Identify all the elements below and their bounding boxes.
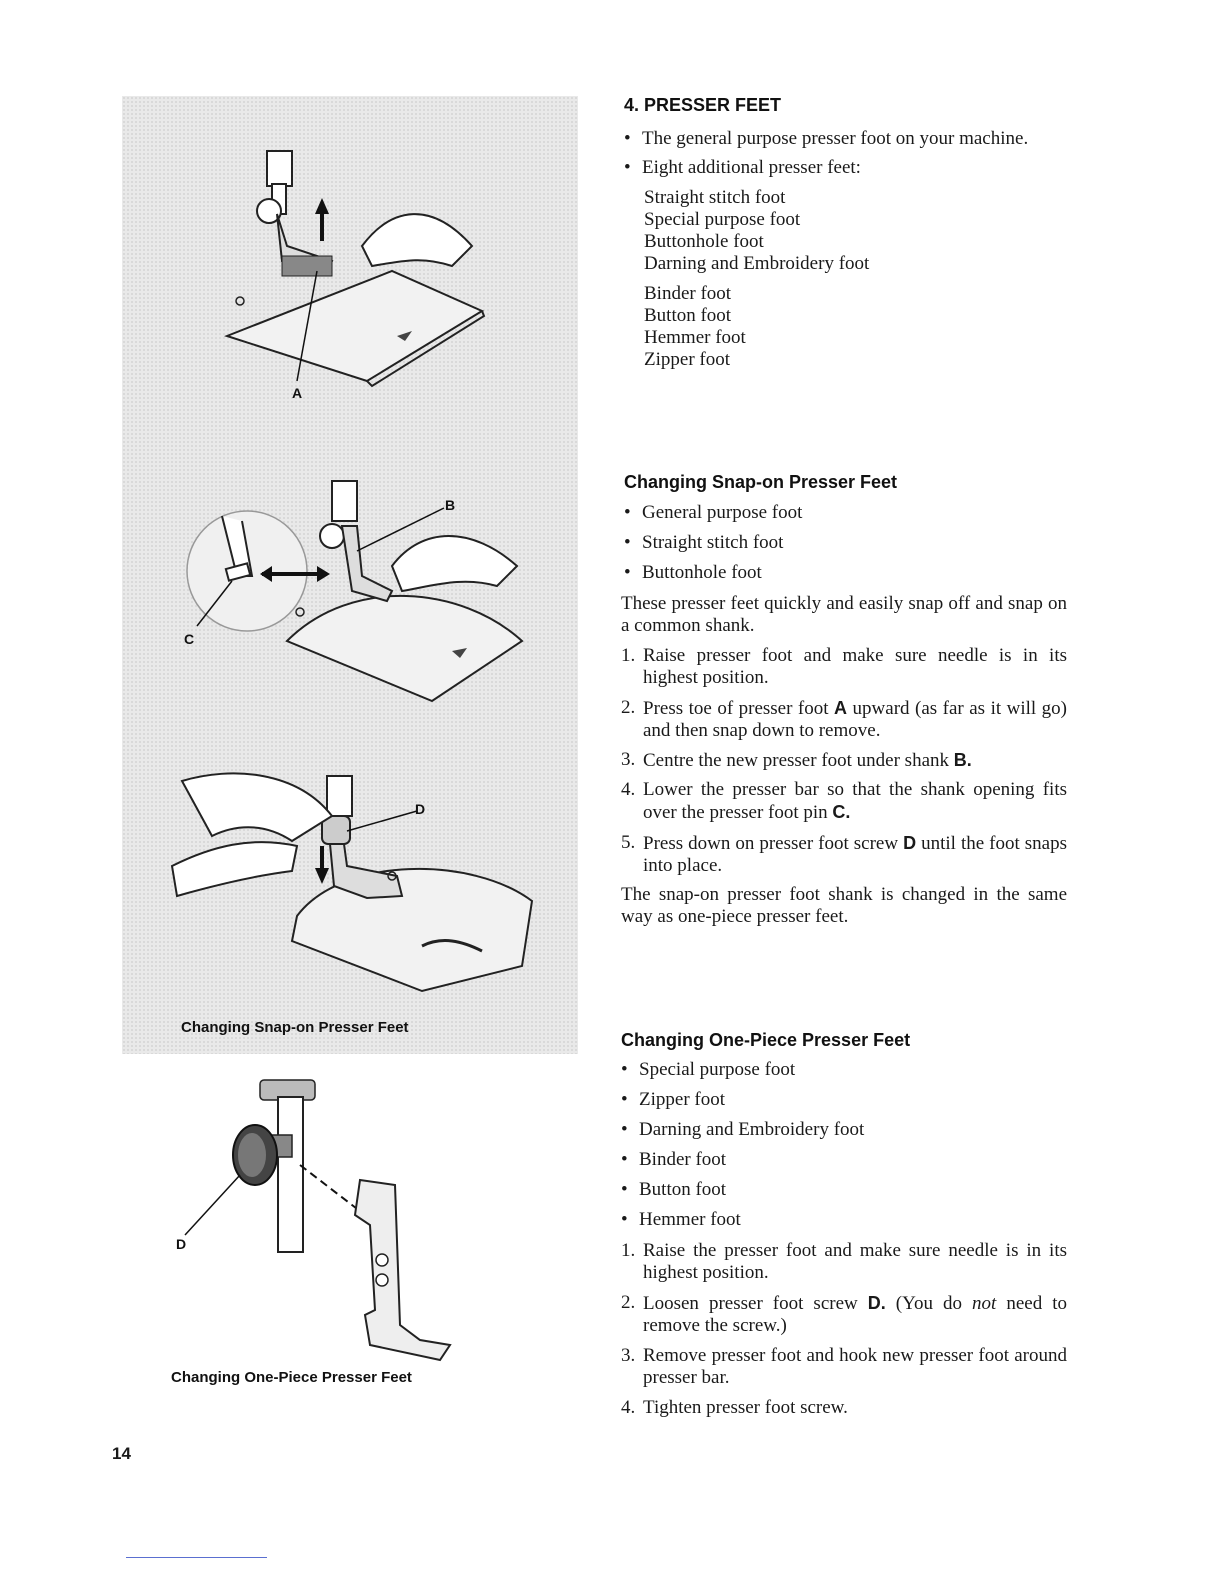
snap-on-closing: The snap-on presser foot shank is changed in the same way as one-piece presser feet. [621, 884, 1067, 927]
foot-list-item: Buttonhole foot [644, 231, 764, 252]
figure-remove-foot [122, 96, 578, 426]
one-piece-figure-caption: Changing One-Piece Presser Feet [171, 1369, 412, 1386]
label-a: A [292, 385, 303, 401]
snap-on-step: 1. Raise presser foot and make sure needle is in its highest position. [621, 645, 1067, 688]
foot-list-item: Straight stitch foot [644, 187, 786, 208]
snap-on-heading: Changing Snap-on Presser Feet [624, 472, 898, 492]
foot-list-item: Binder foot [644, 283, 732, 304]
label-d: D [415, 801, 426, 817]
snap-on-bullet: • General purpose foot [624, 502, 803, 523]
foot-list-item: Special purpose foot [644, 209, 801, 230]
foot-list-item: Zipper foot [644, 349, 731, 370]
foot-list-item: Darning and Embroidery foot [644, 253, 870, 274]
one-piece-bullet: • Zipper foot [621, 1089, 726, 1110]
one-piece-step: 4. Tighten presser foot screw. [621, 1397, 848, 1418]
snap-on-figure-caption: Changing Snap-on Presser Feet [181, 1019, 409, 1036]
one-piece-bullet: • Hemmer foot [621, 1209, 741, 1230]
label-d2: D [176, 1236, 187, 1252]
section-bullet: • Eight additional presser feet: [624, 157, 861, 178]
one-piece-heading: Changing One-Piece Presser Feet [621, 1030, 911, 1050]
page-number: 14 [112, 1444, 131, 1463]
one-piece-step: 2. Loosen presser foot screw D. (You do not need to remove the screw.) [621, 1292, 1067, 1336]
snap-on-bullet: • Buttonhole foot [624, 562, 762, 583]
one-piece-bullet: • Button foot [621, 1179, 727, 1200]
section-bullet: • The general purpose presser foot on your machine. [624, 128, 1029, 149]
one-piece-bullet: • Binder foot [621, 1149, 727, 1170]
snap-on-step: 2. Press toe of presser foot A upward (as far as it will go) and then snap down to remove. [621, 697, 1067, 741]
figure-one-piece-foot [160, 1075, 480, 1365]
label-b: B [445, 497, 456, 513]
one-piece-bullet: • Special purpose foot [621, 1059, 796, 1080]
snap-on-step: 5. Press down on presser foot screw D until the foot snaps into place. [621, 832, 1067, 876]
one-piece-bullet: • Darning and Embroidery foot [621, 1119, 865, 1140]
snap-on-step: 3. Centre the new presser foot under shank B. [621, 749, 972, 771]
figure-press-screw [122, 726, 578, 1026]
snap-on-step: 4. Lower the presser bar so that the shank opening fits over the presser foot pin C. [621, 779, 1067, 823]
foot-list-item: Button foot [644, 305, 732, 326]
figure-snap-on-foot [122, 426, 578, 726]
one-piece-step: 1. Raise the presser foot and make sure needle is in its highest position. [621, 1240, 1067, 1283]
section-title: 4. PRESSER FEET [624, 95, 782, 115]
snap-on-bullet: • Straight stitch foot [624, 532, 784, 553]
one-piece-step: 3. Remove presser foot and hook new presser foot around presser bar. [621, 1345, 1067, 1388]
snap-on-intro: These presser feet quickly and easily snap off and snap on a common shank. [621, 593, 1067, 636]
footer-rule [126, 1557, 267, 1558]
label-c: C [184, 631, 195, 647]
foot-list-item: Hemmer foot [644, 327, 746, 348]
